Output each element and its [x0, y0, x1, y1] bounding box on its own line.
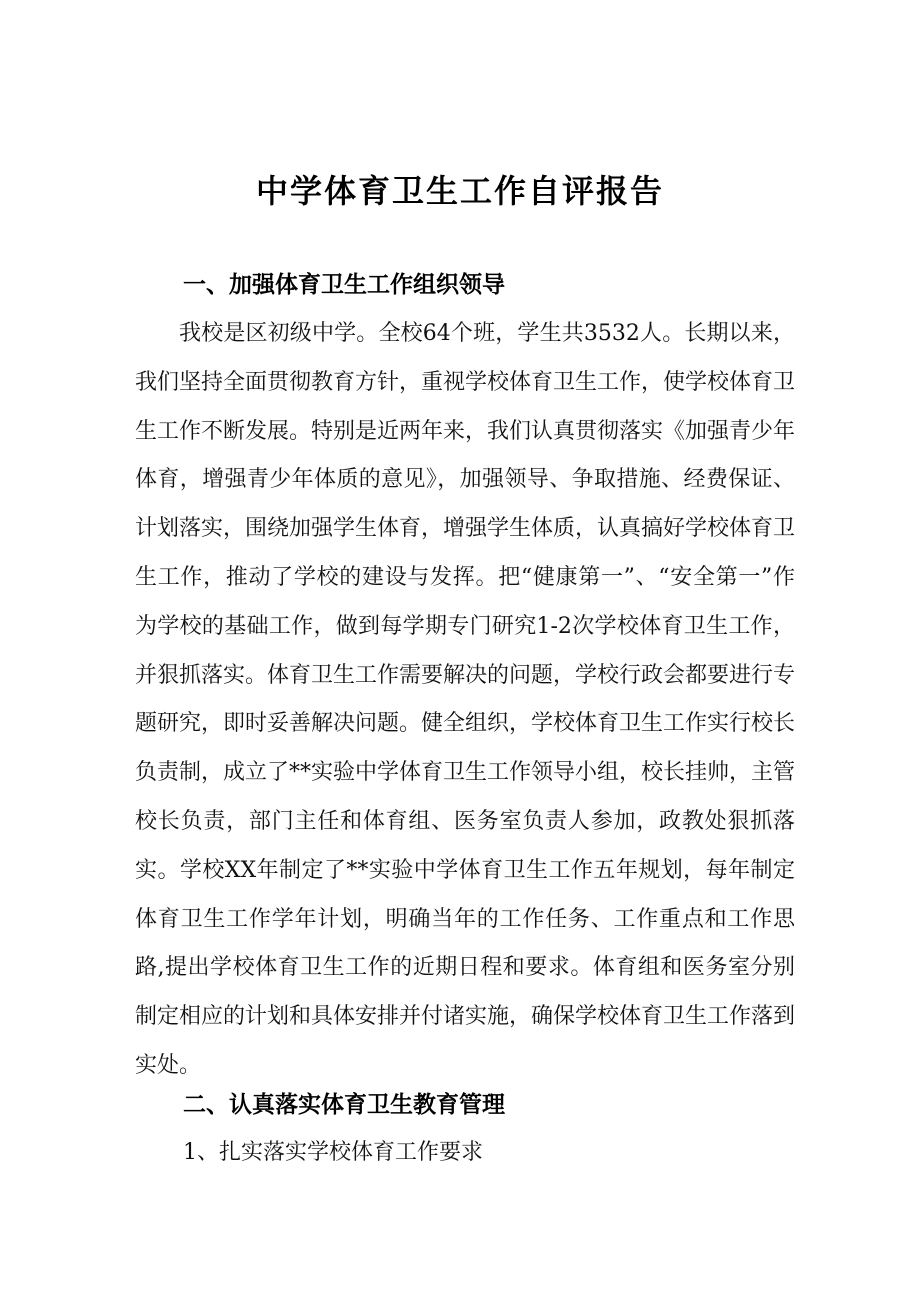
document-title: 中学体育卫生工作自评报告 [255, 172, 664, 210]
subsection-heading-1: 1、扎实落实学校体育工作要求 [183, 1140, 483, 1165]
section-1-paragraph: 我校是区初级中学。全校64个班，学生共3532人。长期以来，我们坚持全面贯彻教育方针，重视学校体育卫生工作，使学校体育卫生工作不断发展。特别是近两年来，我们认真贯彻落实《加强青少年体育，增强青少年体质的意见》，加强领导、争取措施、经费保证、计划落实，围绕加强学生体育，增强学生体质，认真搞好学校体育卫生工作，推动了学校的建设与发挥。把“健康第一”、“安全第一”作为学校的基础工作，做到每学期专门研究1-2次学校体育卫生工作，并狠抓落实。体育卫生工作需要解决的问题，学校行政会都要进行专题研究，即时妥善解决问题。健全组织，学校体育卫生工作实行校长负责制，成立了**实验中学体育卫生工作领导小组，校长挂帅，主管校长负责，部门主任和体育组、医务室负责人参加，政教处狠抓落实。学校XX年制定了**实验中学体育卫生工作五年规划，每年制定体育卫生工作学年计划，明确当年的工作任务、工作重点和工作思路,提出学校体育卫生工作的近期日程和要求。体育组和医务室分别制定相应的计划和具体安排并付诸实施，确保学校体育卫生工作落到实处。 [135, 321, 796, 1078]
section-heading-1: 一、加强体育卫生工作组织领导 [183, 272, 505, 298]
section-heading-2: 二、认真落实体育卫生教育管理 [183, 1092, 505, 1118]
